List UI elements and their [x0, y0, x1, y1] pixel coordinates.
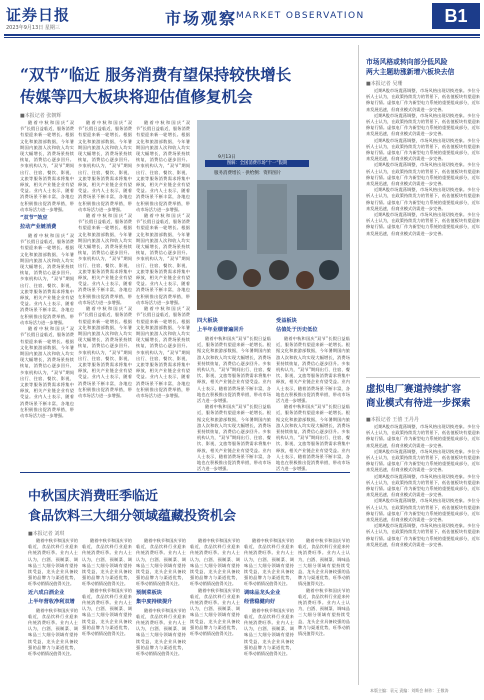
second-subhead-2: 预制菜板块: [136, 589, 162, 596]
photo-banner: 图解：全国消费市场“十一”假期: [205, 160, 309, 167]
right-byline-1: ■本报记者 吴珊: [366, 81, 403, 87]
right-headline-2-line1: 虚拟电厂赛道持续扩容: [366, 384, 462, 395]
lead-subhead-3: 受益板块: [276, 318, 297, 324]
section-title: 市场观察: [165, 9, 238, 28]
lead-column-4: 四大板块 上半年业绩普遍回升 随着中秋和国庆“双节”长假日益临近，服务消费有望迎来新一轮增长。根据文化和旅游部数据，今年暑期国内旅游人次和收入均实现大幅增长，消费场景持续恢复，消费信心逐步回升。多家机构认为，“双节”期间出行、住宿、餐饮、影视、文旅等服务消费需求将集中释放，相关产业链企业有望受益。业内人士表示，随着消费场景不断丰富，各地也在积极推出促消费举措，带动市场活力进一步增强。 随着中秋和国庆“双节”长假日益临近，服务消费有望迎来新一轮增长。根据文化和旅游部数据，今年暑期国内旅游人次和收入均实现大幅增长，消费场景持续恢复，消费信心逐步回升。多家机构认为，“双节”期间出行、住宿、餐饮、影视、文旅等服务消费需求将集中释放，相关产业链企业有望受益。业内人士表示，随着消费场景不断丰富，各地也在积极推出促消费举措，带动市场活力进一步增强。: [197, 318, 271, 472]
header-rule: [4, 34, 480, 36]
right-column-1: 近期A股市场震荡调整，市场风格出现切换迹象。多位分析人士认为，在政策持续发力的背景下，低估值板块有望迎来修复行情。虚拟电厂作为新型电力系统的重要组成部分，近年来发展迅速，但商业模式仍需进一步完善。 近期A股市场震荡调整，市场风格出现切换迹象。多位分析人士认为，在政策持续发力的背景下，低估值板块有望迎来修复行情。虚拟电厂作为新型电力系统的重要组成部分，近年来发展迅速，但商业模式仍需进一步完善。 近期A股市场震荡调整，市场风格出现切换迹象。多位分析人士认为，在政策持续发力的背景下，低估值板块有望迎来修复行情。虚拟电厂作为新型电力系统的重要组成部分，近年来发展迅速，但商业模式仍需进一步完善。 近期A股市场震荡调整，市场风格出现切换迹象。多位分析人士认为，在政策持续发力的背景下，低估值板块有望迎来修复行情。虚拟电厂作为新型电力系统的重要组成部分，近年来发展迅速，但商业模式仍需进一步完善。 近期A股市场震荡调整，市场风格出现切换迹象。多位分析人士认为，在政策持续发力的背景下，低估值板块有望迎来修复行情。虚拟电厂作为新型电力系统的重要组成部分，近年来发展迅速，但商业模式仍需进一步完善。 近期A股市场震荡调整，市场风格出现切换迹象。多位分析人士认为，在政策持续发力的背景下，低估值板块有望迎来修复行情。虚拟电厂作为新型电力系统的重要组成部分，近年来发展迅速，但商业模式仍需进一步完善。: [366, 88, 480, 236]
right-headline-1-line2: 两大主题助涨新增六板块去信: [366, 68, 455, 76]
second-headline: [28, 487, 268, 527]
issue-date: 2023年9月13日 星期三: [6, 25, 60, 31]
second-subhead-3b: 经营稳健向好: [244, 598, 276, 605]
right-byline-2: ■本报记者 王僖 王丹丹: [366, 417, 419, 423]
lead-column-1: 随着中秋和国庆“双节”长假日益临近，服务消费有望迎来新一轮增长。根据文化和旅游部数据，今年暑期国内旅游人次和收入均实现大幅增长，消费场景持续恢复，消费信心逐步回升。多家机构认为，“双节”期间出行、住宿、餐饮、影视、文旅等服务消费需求将集中释放，相关产业链企业有望受益。业内人士表示，随着消费场景不断丰富，各地也在积极推出促消费举措，带动市场活力进一步增强。 “双节”效应 拉动产业链消费 随着中秋和国庆“双节”长假日益临近，服务消费有望迎来新一轮增长。根据文化和旅游部数据，今年暑期国内旅游人次和收入均实现大幅增长，消费场景持续恢复，消费信心逐步回升。多家机构认为，“双节”期间出行、住宿、餐饮、影视、文旅等服务消费需求将集中释放，相关产业链企业有望受益。业内人士表示，随着消费场景不断丰富，各地也在积极推出促消费举措，带动市场活力进一步增强。 随着中秋和国庆“双节”长假日益临近，服务消费有望迎来新一轮增长。根据文化和旅游部数据，今年暑期国内旅游人次和收入均实现大幅增长，消费场景持续恢复，消费信心逐步回升。多家机构认为，“双节”期间出行、住宿、餐饮、影视、文旅等服务消费需求将集中释放，相关产业链企业有望受益。业内人士表示，随着消费场景不断丰富，各地也在积极推出促消费举措，带动市场活力进一步增强。: [20, 120, 74, 418]
lead-photo: [197, 120, 350, 310]
second-column-2: 随着中秋节和国庆节的临近，食品饮料行业迎来传统消费旺季。业内人士认为，白酒、预制菜、调味品三大细分领域有望持续受益，龙头企业具备较强的品牌力与渠道优势，旺季动销情况值得关注。 随着中秋节和国庆节的临近，食品饮料行业迎来传统消费旺季。业内人士认为，白酒、预制菜、调味品三大细分领域有望持续受益，龙头企业具备较强的品牌力与渠道优势，旺季动销情况值得关注。: [82, 538, 132, 637]
lead-subhead-3b: 估值处于历史低位: [276, 327, 318, 333]
right-separator: [366, 377, 480, 378]
right-headline-1-line1: 市场风格或转向部分低风险: [366, 58, 448, 66]
right-column-2: 近期A股市场震荡调整，市场风格出现切换迹象。多位分析人士认为，在政策持续发力的背景下，低估值板块有望迎来修复行情。虚拟电厂作为新型电力系统的重要组成部分，近年来发展迅速，但商业模式仍需进一步完善。 近期A股市场震荡调整，市场风格出现切换迹象。多位分析人士认为，在政策持续发力的背景下，低估值板块有望迎来修复行情。虚拟电厂作为新型电力系统的重要组成部分，近年来发展迅速，但商业模式仍需进一步完善。 近期A股市场震荡调整，市场风格出现切换迹象。多位分析人士认为，在政策持续发力的背景下，低估值板块有望迎来修复行情。虚拟电厂作为新型电力系统的重要组成部分，近年来发展迅速，但商业模式仍需进一步完善。 近期A股市场震荡调整，市场风格出现切换迹象。多位分析人士认为，在政策持续发力的背景下，低估值板块有望迎来修复行情。虚拟电厂作为新型电力系统的重要组成部分，近年来发展迅速，但商业模式仍需进一步完善。 近期A股市场震荡调整，市场风格出现切换迹象。多位分析人士认为，在政策持续发力的背景下，低估值板块有望迎来修复行情。虚拟电厂作为新型电力系统的重要组成部分，近年来发展迅速，但商业模式仍需进一步完善。: [366, 424, 480, 547]
page-footer: 本版主编：袁元 责编：刘斯会 制作：王敬涛: [370, 688, 449, 693]
second-column-5: 随着中秋节和国庆节的临近，食品饮料行业迎来传统消费旺季。业内人士认为，白酒、预制菜、调味品三大细分领域有望持续受益，龙头企业具备较强的品牌力与渠道优势，旺季动销情况值得关注。 调味品龙头企业 经营稳健向好 随着中秋节和国庆节的临近，食品饮料行业迎来传统消费旺季。业内人士认为，白酒、预制菜、调味品三大细分领域有望持续受益，龙头企业具备较强的品牌力与渠道优势，旺季动销情况值得关注。: [244, 538, 294, 657]
section-title-en: MARKET OBSERVATION: [236, 11, 365, 21]
second-subhead-1: 近六成白酒企业: [28, 589, 65, 596]
lead-column-5: 受益板块 估值处于历史低位 随着中秋和国庆“双节”长假日益临近，服务消费有望迎来新一轮增长。根据文化和旅游部数据，今年暑期国内旅游人次和收入均实现大幅增长，消费场景持续恢复，消费信心逐步回升。多家机构认为，“双节”期间出行、住宿、餐饮、影视、文旅等服务消费需求将集中释放，相关产业链企业有望受益。业内人士表示，随着消费场景不断丰富，各地也在积极推出促消费举措，带动市场活力进一步增强。 随着中秋和国庆“双节”长假日益临近，服务消费有望迎来新一轮增长。根据文化和旅游部数据，今年暑期国内旅游人次和收入均实现大幅增长，消费场景持续恢复，消费信心逐步回升。多家机构认为，“双节”期间出行、住宿、餐饮、影视、文旅等服务消费需求将集中释放，相关产业链企业有望受益。业内人士表示，随着消费场景不断丰富，各地也在积极推出促消费举措，带动市场活力进一步增强。: [276, 318, 350, 472]
second-column-6: 随着中秋节和国庆节的临近，食品饮料行业迎来传统消费旺季。业内人士认为，白酒、预制菜、调味品三大细分领域有望持续受益，龙头企业具备较强的品牌力与渠道优势，旺季动销情况值得关注。 随着中秋节和国庆节的临近，食品饮料行业迎来传统消费旺季。业内人士认为，白酒、预制菜、调味品三大细分领域有望持续受益，龙头企业具备较强的品牌力与渠道优势，旺季动销情况值得关注。: [298, 538, 350, 637]
lead-byline: ■本报记者 张朝辉: [20, 113, 62, 119]
lead-subhead-1: “双节”效应: [20, 215, 48, 222]
right-headline-2-line2: 商业模式有待进一步探索: [366, 398, 471, 409]
second-headline-line1: 中秋国庆消费旺季临近: [28, 489, 159, 504]
lead-headline-line1: “双节”临近 服务消费有望保持较快增长: [20, 65, 292, 84]
second-column-1: 随着中秋节和国庆节的临近，食品饮料行业迎来传统消费旺季。业内人士认为，白酒、预制菜、调味品三大细分领域有望持续受益，龙头企业具备较强的品牌力与渠道优势，旺季动销情况值得关注。 近六成白酒企业 上半年营收净利双增 随着中秋节和国庆节的临近，食品饮料行业迎来传统消费旺季。业内人士认为，白酒、预制菜、调味品三大细分领域有望持续受益，龙头企业具备较强的品牌力与渠道优势，旺季动销情况值得关注。: [28, 538, 78, 657]
header-rule-thin: [4, 37, 480, 38]
lead-headline: [20, 64, 350, 108]
crowd-photo-icon: [197, 120, 350, 310]
photo-note: 服务消费增长 · 供给侧：资料图片: [214, 171, 282, 176]
second-subhead-3: 调味品龙头企业: [244, 589, 281, 596]
page-number: B1: [432, 3, 480, 29]
photo-caption: 9月13日: [218, 155, 236, 160]
lead-subhead-1b: 拉动产业链消费: [20, 224, 57, 231]
lead-column-3: 随着中秋和国庆“双节”长假日益临近，服务消费有望迎来新一轮增长。根据文化和旅游部数据，今年暑期国内旅游人次和收入均实现大幅增长，消费场景持续恢复，消费信心逐步回升。多家机构认为，“双节”期间出行、住宿、餐饮、影视、文旅等服务消费需求将集中释放，相关产业链企业有望受益。业内人士表示，随着消费场景不断丰富，各地也在积极推出促消费举措，带动市场活力进一步增强。 随着中秋和国庆“双节”长假日益临近，服务消费有望迎来新一轮增长。根据文化和旅游部数据，今年暑期国内旅游人次和收入均实现大幅增长，消费场景持续恢复，消费信心逐步回升。多家机构认为，“双节”期间出行、住宿、餐饮、影视、文旅等服务消费需求将集中释放，相关产业链企业有望受益。业内人士表示，随着消费场景不断丰富，各地也在积极推出促消费举措，带动市场活力进一步增强。 随着中秋和国庆“双节”长假日益临近，服务消费有望迎来新一轮增长。根据文化和旅游部数据，今年暑期国内旅游人次和收入均实现大幅增长，消费场景持续恢复，消费信心逐步回升。多家机构认为，“双节”期间出行、住宿、餐饮、影视、文旅等服务消费需求将集中释放，相关产业链企业有望受益。业内人士表示，随着消费场景不断丰富，各地也在积极推出促消费举措，带动市场活力进一步增强。: [136, 120, 190, 398]
second-subhead-2b: 集中度持续提升: [136, 598, 173, 605]
lead-headline-line2: 传媒等四大板块将迎估值修复机会: [20, 87, 253, 106]
right-headline-2: [366, 383, 481, 411]
lead-column-2: 随着中秋和国庆“双节”长假日益临近，服务消费有望迎来新一轮增长。根据文化和旅游部数据，今年暑期国内旅游人次和收入均实现大幅增长，消费场景持续恢复，消费信心逐步回升。多家机构认为，“双节”期间出行、住宿、餐饮、影视、文旅等服务消费需求将集中释放，相关产业链企业有望受益。业内人士表示，随着消费场景不断丰富，各地也在积极推出促消费举措，带动市场活力进一步增强。 随着中秋和国庆“双节”长假日益临近，服务消费有望迎来新一轮增长。根据文化和旅游部数据，今年暑期国内旅游人次和收入均实现大幅增长，消费场景持续恢复，消费信心逐步回升。多家机构认为，“双节”期间出行、住宿、餐饮、影视、文旅等服务消费需求将集中释放，相关产业链企业有望受益。业内人士表示，随着消费场景不断丰富，各地也在积极推出促消费举措，带动市场活力进一步增强。 随着中秋和国庆“双节”长假日益临近，服务消费有望迎来新一轮增长。根据文化和旅游部数据，今年暑期国内旅游人次和收入均实现大幅增长，消费场景持续恢复，消费信心逐步回升。多家机构认为，“双节”期间出行、住宿、餐饮、影视、文旅等服务消费需求将集中释放，相关产业链企业有望受益。业内人士表示，随着消费场景不断丰富，各地也在积极推出促消费举措，带动市场活力进一步增强。: [78, 120, 132, 398]
column-divider: [358, 45, 359, 685]
second-column-4: 随着中秋节和国庆节的临近，食品饮料行业迎来传统消费旺季。业内人士认为，白酒、预制菜、调味品三大细分领域有望持续受益，龙头企业具备较强的品牌力与渠道优势，旺季动销情况值得关注。 随着中秋节和国庆节的临近，食品饮料行业迎来传统消费旺季。业内人士认为，白酒、预制菜、调味品三大细分领域有望持续受益，龙头企业具备较强的品牌力与渠道优势，旺季动销情况值得关注。: [190, 538, 240, 637]
right-headline-1: [366, 57, 481, 77]
newspaper-logo: 证券日报: [6, 6, 71, 24]
article-separator: [20, 472, 350, 473]
second-byline: ■本报记者 刘琪: [28, 531, 65, 537]
lead-subhead-2b: 上半年业绩普遍回升: [197, 327, 244, 333]
lead-subhead-2: 四大板块: [197, 318, 218, 324]
second-headline-line2: 食品饮料三大细分领域蕴藏投资机会: [28, 509, 237, 524]
second-subhead-1b: 上半年营收净利双增: [28, 598, 75, 605]
second-column-3: 随着中秋节和国庆节的临近，食品饮料行业迎来传统消费旺季。业内人士认为，白酒、预制菜、调味品三大细分领域有望持续受益，龙头企业具备较强的品牌力与渠道优势，旺季动销情况值得关注。 预制菜板块 集中度持续提升 随着中秋节和国庆节的临近，食品饮料行业迎来传统消费旺季。业内人士认为，白酒、预制菜、调味品三大细分领域有望持续受益，龙头企业具备较强的品牌力与渠道优势，旺季动销情况值得关注。: [136, 538, 186, 657]
page-header: [0, 0, 484, 40]
